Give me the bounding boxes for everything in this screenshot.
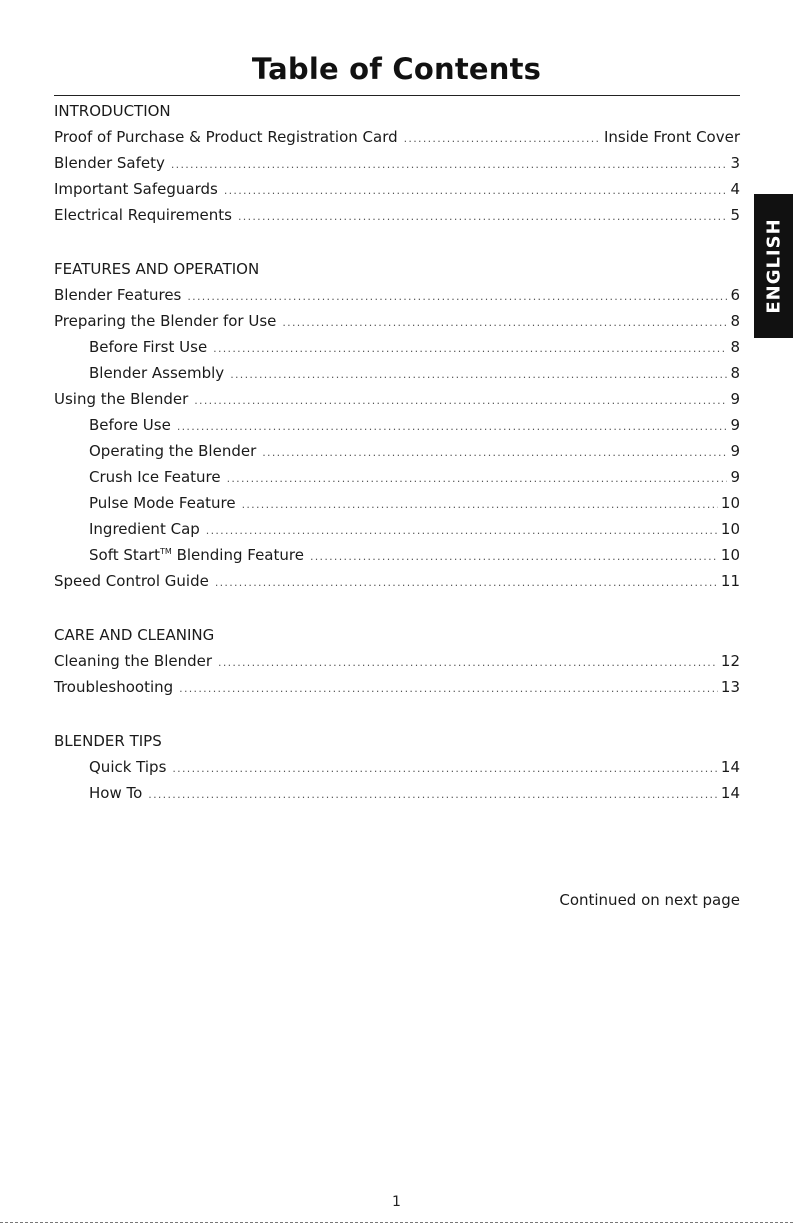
dot-leader <box>215 570 718 596</box>
dot-leader <box>230 362 727 388</box>
dot-leader <box>206 518 718 544</box>
entry-page: 10 <box>720 546 740 564</box>
language-tab <box>754 194 793 338</box>
section-spacer <box>54 228 740 256</box>
entry-page: 8 <box>730 338 740 356</box>
toc-entry[interactable] <box>54 386 740 412</box>
toc-subentry[interactable] <box>54 490 740 516</box>
toc-section-introduction <box>54 98 740 228</box>
toc-subentry[interactable] <box>54 542 740 568</box>
table-of-contents <box>54 98 740 806</box>
entry-label: Preparing the Blender for Use <box>54 312 277 330</box>
toc-entry[interactable] <box>54 202 740 228</box>
toc-entry[interactable] <box>54 176 740 202</box>
title-divider <box>54 95 740 96</box>
entry-page: 6 <box>730 286 740 304</box>
toc-entry[interactable] <box>54 648 740 674</box>
toc-subentry[interactable] <box>54 780 740 806</box>
toc-subentry[interactable] <box>54 334 740 360</box>
toc-section-care-and-cleaning <box>54 622 740 700</box>
section-heading: FEATURES AND OPERATION <box>54 260 260 278</box>
toc-entry[interactable] <box>54 674 740 700</box>
entry-page: 8 <box>730 312 740 330</box>
entry-page: 10 <box>720 494 740 512</box>
page-bottom-edge <box>0 1222 793 1223</box>
page-number: 1 <box>392 1194 401 1210</box>
toc-entry[interactable] <box>54 124 740 150</box>
dot-leader <box>404 126 601 152</box>
entry-label <box>89 542 304 568</box>
entry-label-suffix: Blending Feature <box>171 546 304 564</box>
entry-page: 9 <box>730 390 740 408</box>
entry-page: 14 <box>720 758 740 776</box>
dot-leader <box>310 544 718 570</box>
dot-leader <box>172 756 718 782</box>
dot-leader <box>218 650 718 676</box>
section-spacer <box>54 594 740 622</box>
dot-leader <box>179 676 718 702</box>
entry-page: 10 <box>720 520 740 538</box>
toc-subentry[interactable] <box>54 360 740 386</box>
dot-leader <box>177 414 728 440</box>
entry-label: Proof of Purchase & Product Registration Card <box>54 128 398 146</box>
toc-entry[interactable] <box>54 150 740 176</box>
entry-page: 9 <box>730 442 740 460</box>
entry-page: 11 <box>720 572 740 590</box>
entry-label: Electrical Requirements <box>54 206 232 224</box>
entry-label: Blender Assembly <box>89 364 225 382</box>
entry-label: Cleaning the Blender <box>54 652 213 670</box>
dot-leader <box>224 178 728 204</box>
dot-leader <box>262 440 727 466</box>
dot-leader <box>282 310 727 336</box>
section-heading: BLENDER TIPS <box>54 732 162 750</box>
entry-page: 12 <box>720 652 740 670</box>
dot-leader <box>213 336 727 362</box>
entry-label: Crush Ice Feature <box>89 468 221 486</box>
toc-entry[interactable] <box>54 282 740 308</box>
entry-page: 9 <box>730 416 740 434</box>
dot-leader <box>227 466 728 492</box>
entry-label: Troubleshooting <box>54 678 174 696</box>
entry-page: 14 <box>720 784 740 802</box>
entry-label: Blender Safety <box>54 154 165 172</box>
dot-leader <box>171 152 728 178</box>
entry-label: Operating the Blender <box>89 442 257 460</box>
entry-page: 9 <box>730 468 740 486</box>
entry-page: 8 <box>730 364 740 382</box>
toc-subentry[interactable] <box>54 754 740 780</box>
dot-leader <box>194 388 727 414</box>
dot-leader <box>187 284 727 310</box>
entry-label: Blender Features <box>54 286 182 304</box>
entry-label-main: Soft Start <box>89 546 161 564</box>
entry-label: Quick Tips <box>89 758 167 776</box>
entry-label: Before Use <box>89 416 171 434</box>
toc-entry[interactable] <box>54 568 740 594</box>
entry-label: Ingredient Cap <box>89 520 200 538</box>
entry-label: Speed Control Guide <box>54 572 209 590</box>
entry-page: 3 <box>730 154 740 172</box>
continued-note: Continued on next page <box>559 891 740 909</box>
section-spacer <box>54 700 740 728</box>
entry-label: Pulse Mode Feature <box>89 494 236 512</box>
toc-subentry[interactable] <box>54 438 740 464</box>
toc-section-blender-tips <box>54 728 740 806</box>
toc-subentry[interactable] <box>54 412 740 438</box>
entry-label: Important Safeguards <box>54 180 218 198</box>
toc-subentry[interactable] <box>54 516 740 542</box>
entry-label: Using the Blender <box>54 390 189 408</box>
toc-subentry[interactable] <box>54 464 740 490</box>
toc-entry[interactable] <box>54 308 740 334</box>
section-heading: CARE AND CLEANING <box>54 626 215 644</box>
entry-page: 4 <box>730 180 740 198</box>
entry-page: Inside Front Cover <box>603 128 740 146</box>
entry-page: 5 <box>730 206 740 224</box>
section-heading: INTRODUCTION <box>54 102 171 120</box>
language-tab-label: ENGLISH <box>763 218 784 314</box>
dot-leader <box>238 204 727 230</box>
entry-page: 13 <box>720 678 740 696</box>
toc-section-features-and-operation <box>54 256 740 594</box>
dot-leader <box>242 492 718 518</box>
page-title: Table of Contents <box>251 52 542 86</box>
trademark-symbol: TM <box>160 547 172 556</box>
entry-label: How To <box>89 784 143 802</box>
dot-leader <box>148 782 718 808</box>
entry-label: Before First Use <box>89 338 208 356</box>
